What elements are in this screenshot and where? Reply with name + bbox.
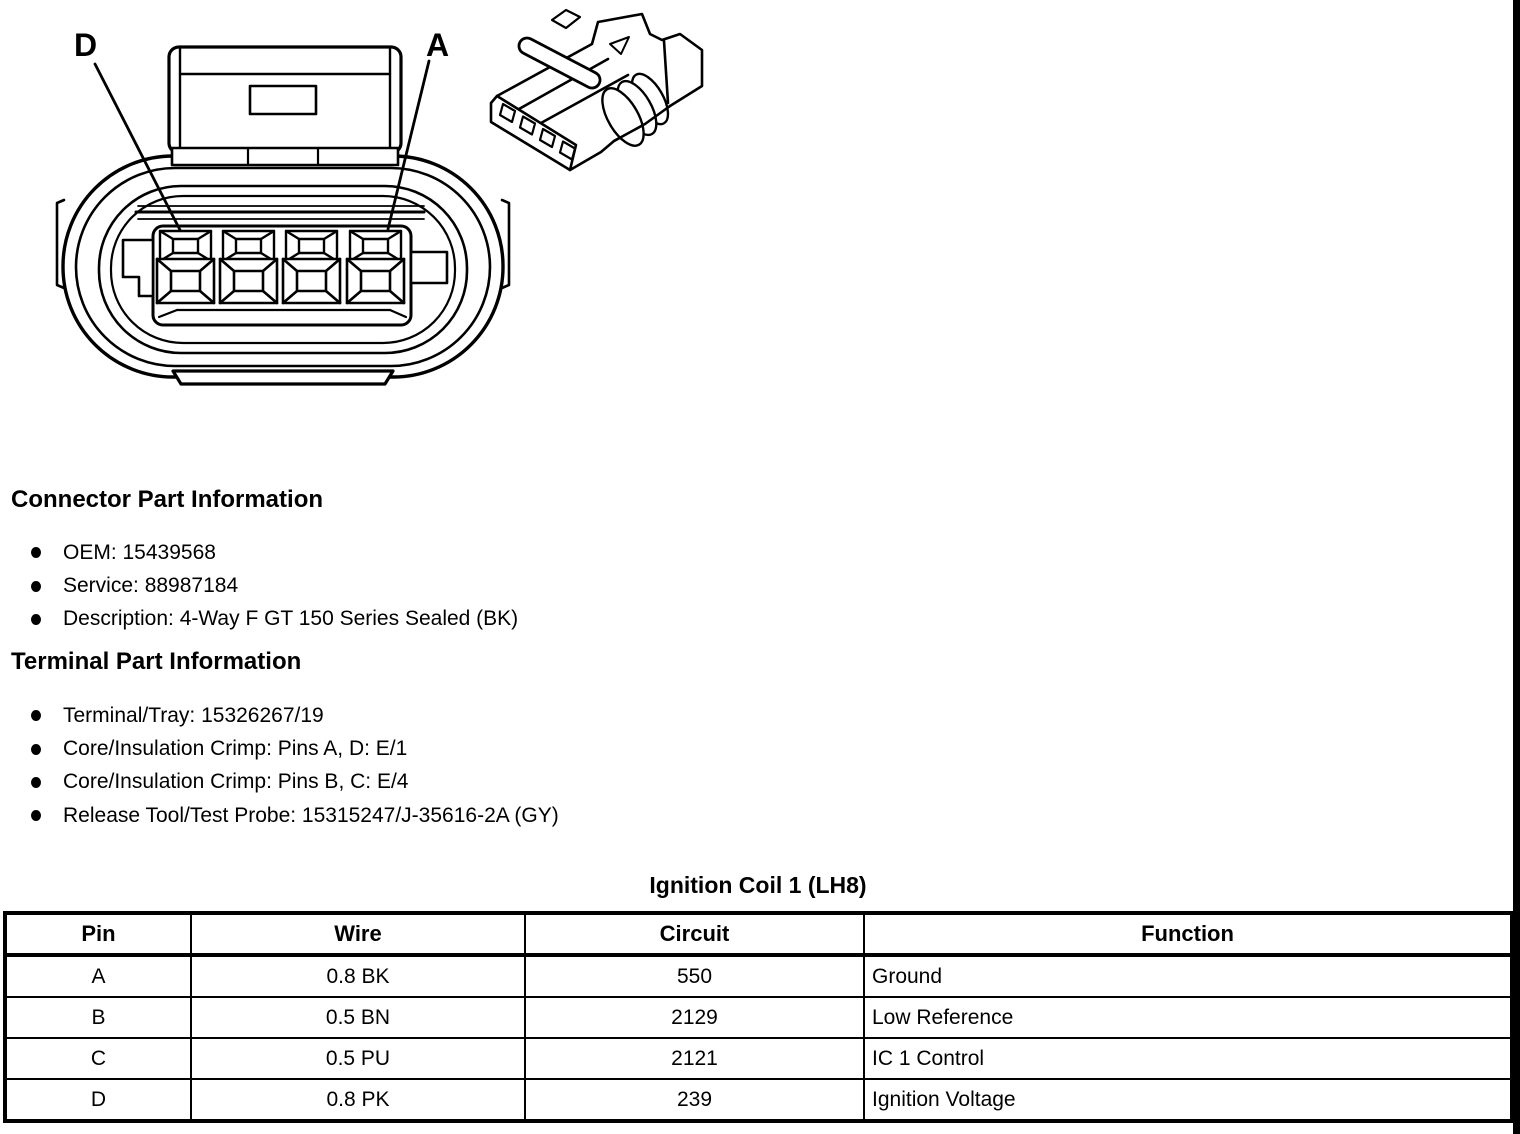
table-row [5,1038,1512,1079]
bullet-dot-icon [31,581,41,592]
column-header-function: Function [864,913,1512,955]
pin-table [3,911,1514,1123]
bullet-item [31,536,518,569]
cell-pin: D [5,1079,191,1121]
bullet-item [31,732,559,765]
bullet-item [31,603,518,636]
bullet-dot-icon [31,710,41,721]
connector-front-view [57,47,509,384]
column-header-pin: Pin [5,913,191,955]
cell-circuit: 239 [525,1079,864,1121]
table-row [5,955,1512,997]
cell-pin: C [5,1038,191,1079]
table-row [5,1079,1512,1121]
column-header-circuit: Circuit [525,913,864,955]
bullet-text: Description: 4-Way F GT 150 Series Sealed (BK) [63,607,519,631]
column-header-wire: Wire [191,913,525,955]
cell-function: Ground [864,955,1512,997]
cell-pin: A [5,955,191,997]
bullet-text: Terminal/Tray: 15326267/19 [63,703,324,727]
pin-label-d: D [74,27,98,63]
bottom-index-tab [173,371,393,384]
cell-circuit: 550 [525,955,864,997]
cell-wire: 0.5 PU [191,1038,525,1079]
pin-cavity-1 [157,231,214,303]
connector-perspective-view [491,10,702,170]
connector-diagram [0,0,760,430]
bullet-dot-icon [31,614,41,625]
cell-circuit: 2129 [525,997,864,1038]
connector-part-info-list [31,536,518,636]
page-edge-border [1513,0,1520,1134]
table-title: Ignition Coil 1 (LH8) [649,872,867,898]
bullet-dot-icon [31,777,41,788]
terminal-part-info-heading: Terminal Part Information [11,648,302,675]
bullet-item [31,569,518,602]
bullet-dot-icon [31,744,41,755]
cell-function: Ignition Voltage [864,1079,1512,1121]
bullet-dot-icon [31,810,41,821]
bullet-item [31,699,559,732]
latch [169,47,401,165]
bullet-text: Core/Insulation Crimp: Pins A, D: E/1 [63,737,408,761]
bullet-item [31,799,559,832]
bullet-text: Core/Insulation Crimp: Pins B, C: E/4 [63,770,409,794]
cell-circuit: 2121 [525,1038,864,1079]
bullet-text: Release Tool/Test Probe: 15315247/J-35616-2A (GY) [63,803,559,827]
table-row [5,997,1512,1038]
cell-function: Low Reference [864,997,1512,1038]
bullet-text: OEM: 15439568 [63,540,216,564]
cell-wire: 0.8 PK [191,1079,525,1121]
cell-function: IC 1 Control [864,1038,1512,1079]
table-header-row [5,913,1512,955]
pin-cavity-2 [220,231,277,303]
pin-cavity-4 [347,231,404,303]
cell-wire: 0.5 BN [191,997,525,1038]
terminal-part-info-list [31,699,559,833]
pin-label-a: A [426,27,450,63]
pin-cavity-3 [283,231,340,303]
bullet-item [31,766,559,799]
connector-part-info-heading: Connector Part Information [11,486,324,513]
bullet-dot-icon [31,547,41,558]
cell-pin: B [5,997,191,1038]
cell-wire: 0.8 BK [191,955,525,997]
bullet-text: Service: 88987184 [63,574,239,598]
